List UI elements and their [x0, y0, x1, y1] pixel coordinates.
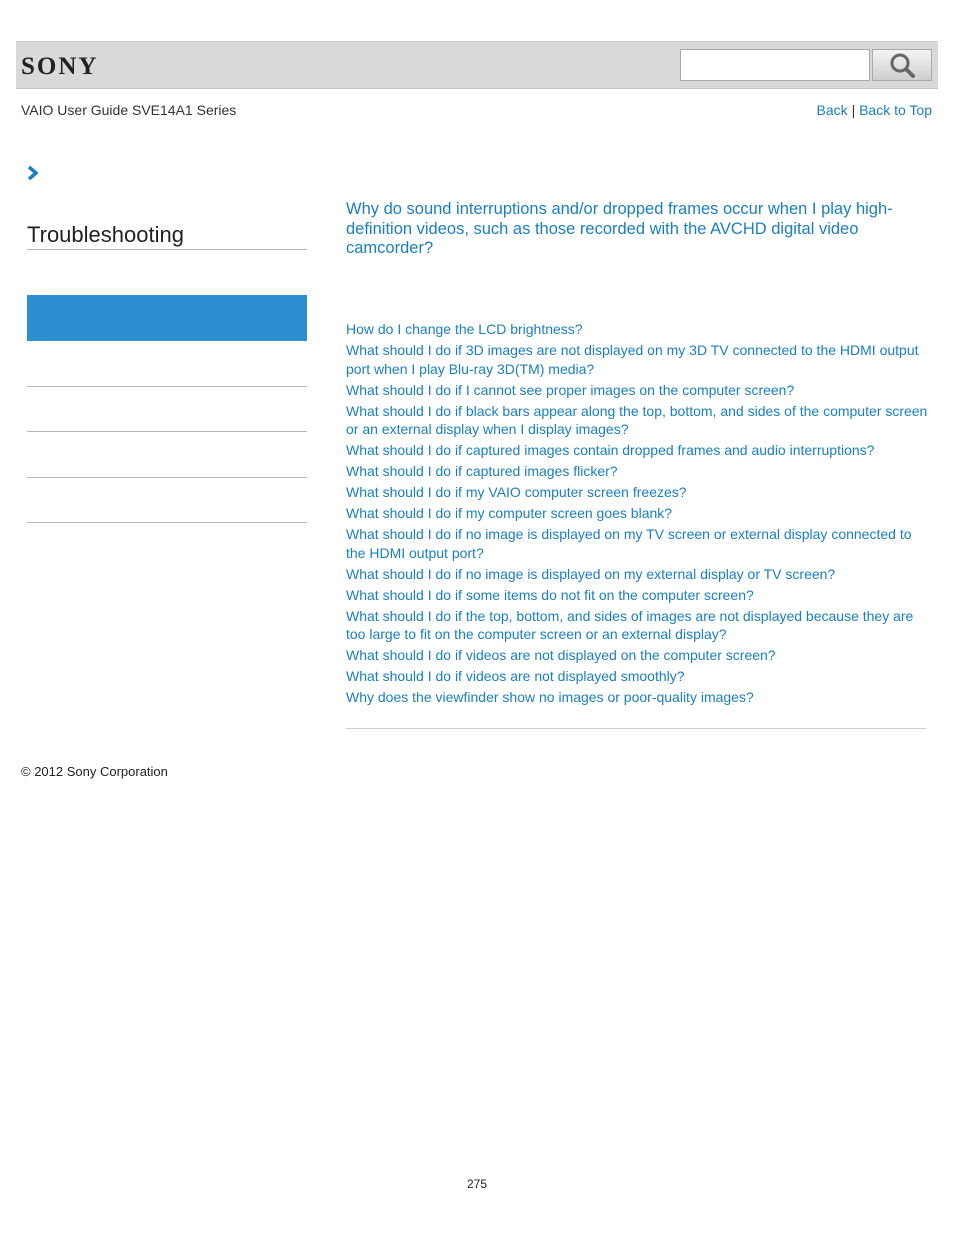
search-input[interactable]	[680, 49, 870, 81]
back-to-top-link[interactable]: Back to Top	[859, 102, 932, 118]
breadcrumb[interactable]	[26, 165, 40, 186]
search-button[interactable]	[872, 49, 932, 81]
sidebar-item-active[interactable]	[27, 295, 307, 341]
related-link[interactable]: What should I do if the top, bottom, and sides of images are not displayed because they are too large to fit on the computer screen or an external display?	[346, 607, 914, 642]
sidebar-item[interactable]	[27, 478, 307, 523]
header-bar	[16, 41, 938, 89]
related-link[interactable]: What should I do if black bars appear along the top, bottom, and sides of the computer screen or an external display when I display images?	[346, 402, 928, 437]
chevron-right-icon	[26, 165, 40, 181]
related-link[interactable]: How do I change the LCD brightness?	[346, 321, 583, 337]
link-separator: |	[851, 102, 856, 118]
guide-title: VAIO User Guide SVE14A1 Series	[21, 102, 237, 118]
page-title: Why do sound interruptions and/or dropped frames occur when I play high-definition videos, such as those recorded with the AVCHD digital video camcorder?	[346, 200, 893, 257]
section-title: Troubleshooting	[27, 222, 307, 250]
sony-logo: SONY	[21, 53, 99, 80]
magnifier-icon	[889, 52, 915, 78]
related-link[interactable]: What should I do if videos are not displayed on the computer screen?	[346, 647, 776, 663]
related-link[interactable]: Why does the viewfinder show no images or poor-quality images?	[346, 689, 754, 705]
top-links	[817, 102, 932, 118]
content-divider	[346, 728, 926, 729]
related-link[interactable]: What should I do if some items do not fit on the computer screen?	[346, 586, 754, 603]
related-link[interactable]: What should I do if 3D images are not displayed on my 3D TV connected to the HDMI output port when I play Blu-ray 3D(TM) media?	[346, 342, 919, 377]
page-number: 275	[466, 1177, 488, 1191]
sidebar-item[interactable]	[27, 433, 307, 478]
related-link[interactable]: What should I do if videos are not displayed smoothly?	[346, 668, 685, 684]
related-link[interactable]: What should I do if I cannot see proper images on the computer screen?	[346, 381, 795, 398]
related-link[interactable]: What should I do if captured images flicker?	[346, 463, 618, 479]
related-link[interactable]: What should I do if no image is displayed on my TV screen or external display connected to the HDMI output port?	[346, 526, 912, 561]
related-link[interactable]: What should I do if captured images contain dropped frames and audio interruptions?	[346, 442, 875, 458]
related-link[interactable]: What should I do if my computer screen goes blank?	[346, 505, 673, 521]
sidebar-item[interactable]	[27, 387, 307, 432]
back-link[interactable]: Back	[816, 102, 848, 118]
related-link[interactable]: What should I do if my VAIO computer screen freezes?	[346, 484, 687, 500]
related-links-list	[346, 320, 931, 709]
related-link[interactable]: What should I do if no image is displayed on my external display or TV screen?	[346, 565, 836, 582]
sidebar-item[interactable]	[27, 342, 307, 387]
copyright: © 2012 Sony Corporation	[21, 764, 168, 779]
